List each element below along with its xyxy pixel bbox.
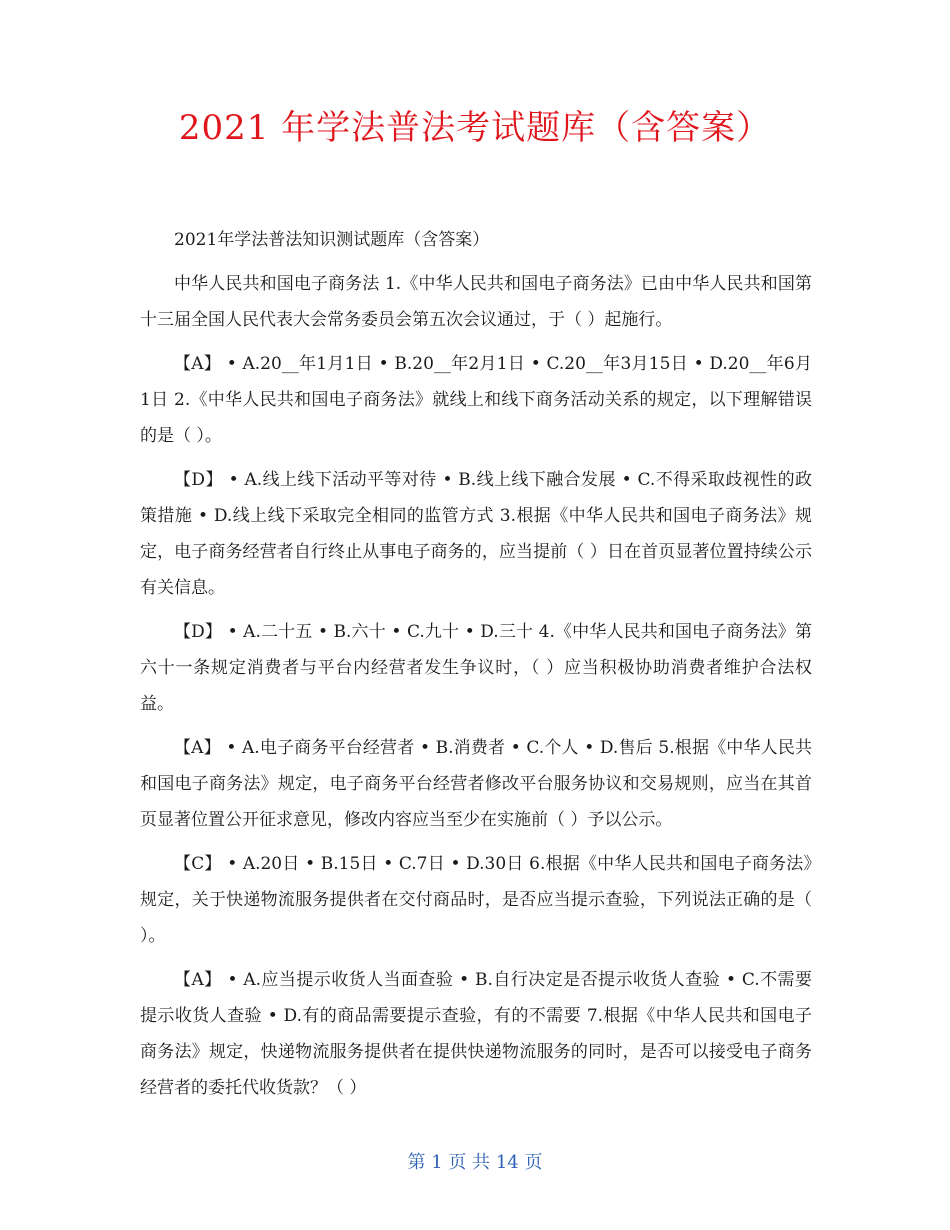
page-title: 2021 年学法普法考试题库（含答案） <box>178 108 772 148</box>
answer-paragraph-3: 【D】 • A.二十五 • B.六十 • C.九十 • D.三十 4.《中华人民共和国电子商务法》第六十一条规定消费者与平台内经营者发生争议时，（ ）应当积极协助消费者维护合法权益。 <box>140 622 812 714</box>
question-paragraph-1: 中华人民共和国电子商务法 1.《中华人民共和国电子商务法》已由中华人民共和国第十三届全国人民代表大会常务委员会第五次会议通过，于（ ）起施行。 <box>140 274 812 330</box>
answer-paragraph-4: 【A】 • A.电子商务平台经营者 • B.消费者 • C.个人 • D.售后 5.根据《中华人民共和国电子商务法》规定，电子商务平台经营者修改平台服务协议和交易规则，应当在其首页显著位置公开征求意见，修改内容应当至少在实施前（ ）予以公示。 <box>140 738 812 830</box>
subtitle-paragraph: 2021年学法普法知识测试题库（含答案） <box>174 230 490 250</box>
document-body <box>140 222 812 1114</box>
answer-paragraph-5: 【C】 • A.20日 • B.15日 • C.7日 • D.30日 6.根据《中华人民共和国电子商务法》规定，关于快递物流服务提供者在交付商品时，是否应当提示查验，下列说法正确的是（ ）。 <box>140 854 812 946</box>
answer-paragraph-6: 【A】 • A.应当提示收货人当面查验 • B.自行决定是否提示收货人查验 • C.不需要提示收货人查验 • D.有的商品需要提示查验，有的不需要 7.根据《中华人民共和国电子商务法》规定，快递物流服务提供者在提供快递物流服务的同时，是否可以接受电子商务经营者的委托代收货款？（ ） <box>140 970 812 1098</box>
answer-paragraph-2: 【D】 • A.线上线下活动平等对待 • B.线上线下融合发展 • C.不得采取歧视性的政策措施 • D.线上线下采取完全相同的监管方式 3.根据《中华人民共和国电子商务法》规定，电子商务经营者自行终止从事电子商务的，应当提前（ ）日在首页显著位置持续公示有关信息。 <box>140 470 812 598</box>
answer-paragraph-1: 【A】 • A.20__年1月1日 • B.20__年2月1日 • C.20__年3月15日 • D.20__年6月1日 2.《中华人民共和国电子商务法》就线上和线下商务活动关系的规定，以下理解错误的是（ ）。 <box>140 354 812 446</box>
page-footer: 第 1 页 共 14 页 <box>407 1152 543 1173</box>
